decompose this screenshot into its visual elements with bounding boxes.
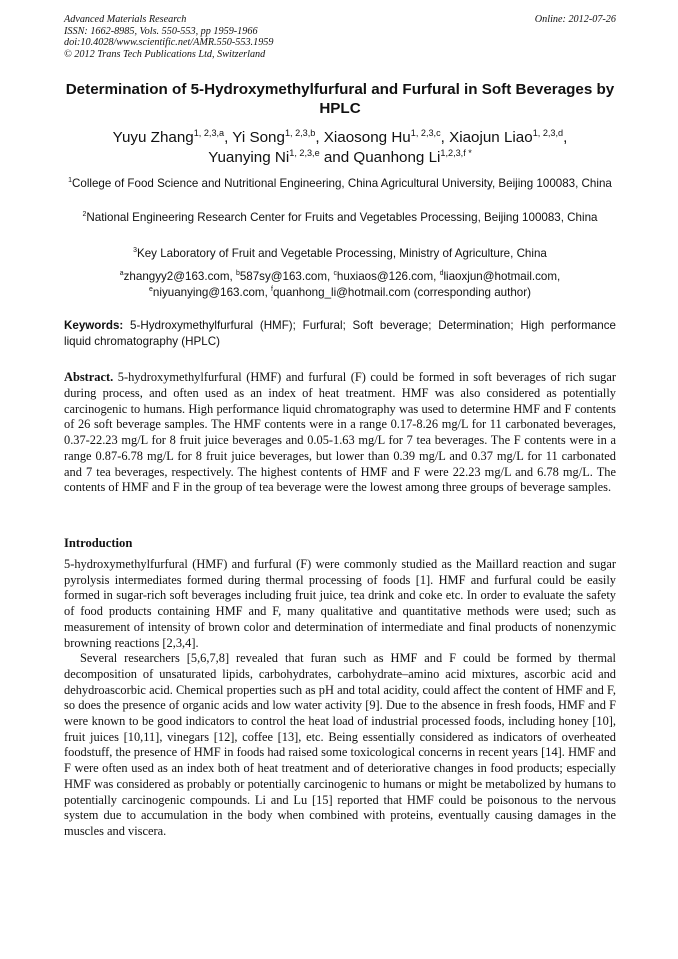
journal-header (64, 14, 616, 60)
introduction-body (64, 557, 616, 840)
affiliation: $^1$College of Food Science and Nutritional Engineering, China Agricultural University, Beijing 100083, China (68, 177, 612, 190)
section-heading: Introduction (64, 536, 133, 550)
abstract-label: Abstract. (64, 370, 114, 384)
paragraph: 5-hydroxymethylfurfural (HMF) and furfural (F) were commonly studied as the Maillard reaction and sugar pyrolysis intermediates formed during thermal processing of foods [1]. HMF and furfural could be easily formed in sugar-rich soft beverages including fruit juice, tea drink and coke etc. In order to evaluate the safety of food products containing HMF and F, many qualitative and quantitative methods were used; such as measurement of intensity of brown color and determination of intermediate and final products of nonenzymic browning reactions [2,3,4]. (64, 557, 616, 650)
copyright-line: © 2012 Trans Tech Publications Ltd, Switzerland (64, 48, 266, 60)
abstract (64, 370, 616, 496)
author: Yuanying Ni$^{1, 2,3,e}$ and (208, 147, 354, 166)
abstract-text: 5-hydroxymethylfurfural (HMF) and furfural (F) could be formed in soft beverages of rich sugar during process, and often used as an index of heat treatment. HMF was also considered as potentially carcinogenic to humans. High performance liquid chromatography was used to determine HMF and F contents of 26 soft beverage samples. The HMF contents were in a range 0.17-8.26 mg/L for 11 carbonated beverages, 0.37-22.23 mg/L for 8 fruit juice beverages and 0.05-1.63 mg/L for 7 tea beverages. The F contents were in a range 0.87-6.78 mg/L for 8 fruit juice beverages, but lower than 0.39 mg/L and 0.37 mg/L for 11 carbonated and 7 tea beverages, respectively. The highest contents of HMF and F were 22.23 mg/L and 6.78 mg/L. The contents of HMF and F in the group of tea beverage were the lowest among three groups of beverage samples. (64, 370, 616, 495)
journal-name: Advanced Materials Research (64, 14, 187, 25)
author: Quanhong $Li^{1,2,3,f *}$ (353, 147, 472, 166)
paper-title: Determination of 5-Hydroxymethylfurfural and Furfural in Soft Beverages by HPLC (65, 81, 615, 117)
email: quanhong_li@hotmail.com (corresponding author) (272, 285, 531, 299)
email: zhangyy2@163.com, (123, 270, 236, 283)
paragraph: Several researchers [5,6,7,8] revealed that furan such as HMF and F could be formed by thermal decomposition of unsaturated lipids, carbohydrates, carbohydrate–amino acid mixtures, ascorbic acid and dehydroascorbic acid. Chemical properties such as pH and total acidity, could affect the content of HMF and F, so does the presence of organic acids and low water activity [9]. Due to the absence in fresh foods, HMF and F were known to be good indicators to control the heat load of industrial processed foods, including honey [10], fruit juices [10,11], vinegars [12], coffee [13], etc. Being essentially considered as indicators of overheated foodstuff, the presence of HMF in foods had raised some toxicological concerns in recent years [14]. HMF and F were often used as an index both of heat treatment and of deteriorative changes in food products; especially HMF was considered as probably or potentially carcinogenic to humans or might be metabolized by humans to potentially carcinogenic compounds. Li and Lu [15] reported that HMF could be poisonous to the nervous system due to accumulation in the body when combined with proteins, eventually causing damages in the muscles and viscera. (64, 651, 616, 838)
email: liaoxjun@hotmail.com, (443, 270, 561, 283)
keywords-text: 5-Hydroxymethylfurfural (HMF); Furfural; Soft beverage; Determination; High performance liquid chromatography (HPLC) (64, 319, 616, 348)
affiliation: $^3$Key Laboratory of Fruit and Vegetable Processing, Ministry of Agriculture, China (133, 247, 547, 260)
author-list (64, 128, 616, 167)
author: Yi Song$^{1, 2,3,b}$, (232, 127, 324, 146)
author-emails: $^a$zhangyy2@163.com, $^b$587sy@163.com, $^c$huxiaos@126.com, $^d$liaoxjun@hotmail.com, $^e$niyuanying@163.com, $^f$quanhong_li@hotmail.com (corresponding author) (119, 270, 561, 299)
keywords-label: Keywords: (64, 319, 124, 332)
email: niyuanying@163.com, (152, 285, 272, 299)
author: Yuyu Zhang$^{1, 2,3,a}$, (112, 127, 233, 146)
online-date: Online: 2012-07-26 (534, 14, 616, 25)
affiliation: $^2$National Engineering Research Center for Fruits and Vegetables Processing, Beijing 100083, China (82, 211, 598, 224)
issn-line: ISSN: 1662-8985, Vols. 550-553, pp 1959-1966 (64, 25, 258, 37)
email: 587sy@163.com, (239, 270, 334, 283)
keywords (64, 318, 616, 349)
doi-line: doi:10.4028/www.scientific.net/AMR.550-553.1959 (64, 37, 274, 49)
author: Xiaosong Hu$^{1, 2,3,c}$, (323, 127, 450, 146)
author: Xiaojun Liao$^{1, 2,3,d}$, (449, 127, 568, 146)
email: huxiaos@126.com, (336, 270, 440, 283)
